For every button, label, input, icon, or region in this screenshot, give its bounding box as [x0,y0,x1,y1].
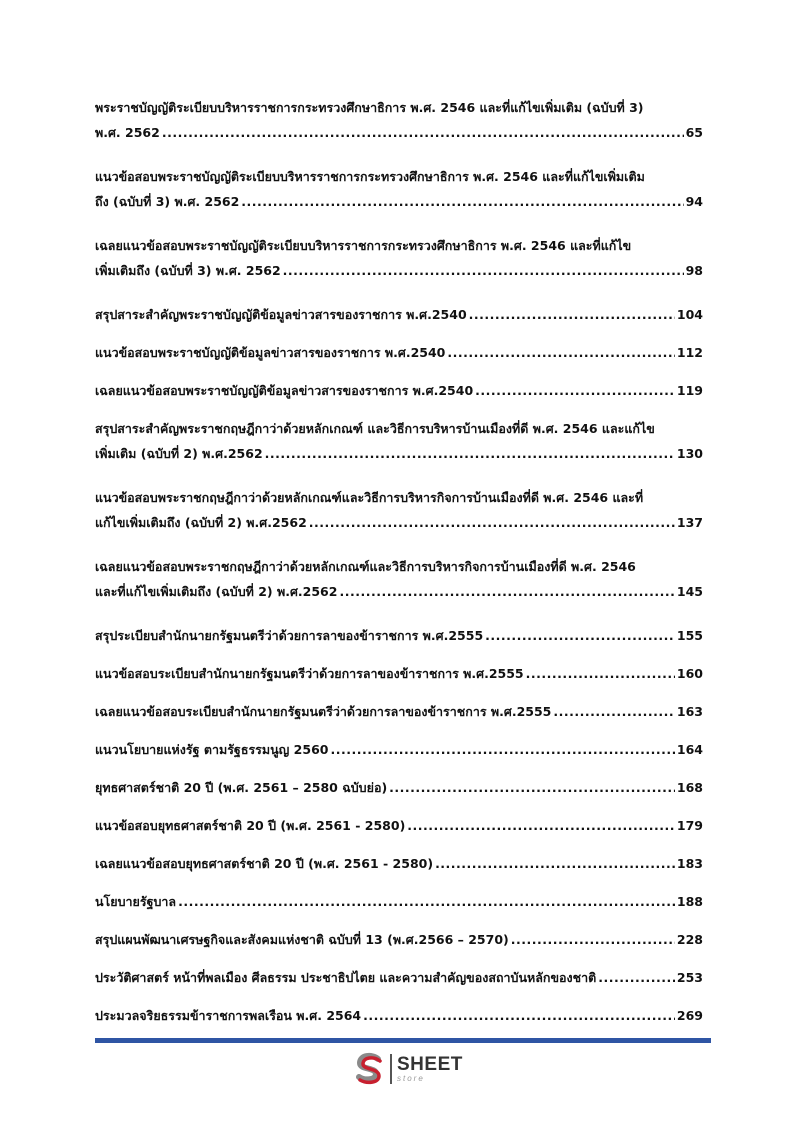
toc-page-number: 137 [676,515,703,530]
toc-page-number: 183 [676,856,703,871]
toc-page-number: 269 [676,1008,703,1023]
toc-page-number: 253 [676,970,703,985]
toc-entry-title: แนวข้อสอบพระราชบัญญัติระเบียบบริหารราชการกระทรวงศึกษาธิการ พ.ศ. 2546 และที่แก้ไขเพิ่มเติม [95,169,645,184]
toc-entry-title: พ.ศ. 2562 [95,125,160,140]
toc-entry-title: เฉลยแนวข้อสอบพระราชบัญญัติระเบียบบริหารราชการกระทรวงศึกษาธิการ พ.ศ. 2546 และที่แก้ไข [95,238,632,253]
toc-entry-line [95,120,703,145]
toc-entry-line [95,302,703,327]
toc-page-number: 119 [676,383,703,398]
toc-entry-line [95,623,703,648]
logo-text [397,1055,463,1083]
toc-leader-dots [363,1003,675,1028]
toc-entry[interactable] [95,164,703,214]
toc-entry-title: พระราชบัญญัติระเบียบบริหารราชการกระทรวงศึกษาธิการ พ.ศ. 2546 และที่แก้ไขเพิ่มเติม (ฉบับที่ 3) [95,100,644,115]
toc-leader-dots [475,378,675,403]
toc-entry[interactable] [95,775,703,800]
toc-entry-title: สรุประเบียบสำนักนายกรัฐมนตรีว่าด้วยการลาของข้าราชการ พ.ศ.2555 [95,628,484,643]
toc-entry[interactable] [95,340,703,365]
toc-entry-line [95,378,703,403]
toc-entry-line [95,416,703,441]
toc-page-number: 112 [676,345,703,360]
toc-entry-title: ประมวลจริยธรรมข้าราชการพลเรือน พ.ศ. 2564 [95,1008,362,1023]
table-of-contents [95,95,703,1041]
toc-entry-title: แนวข้อสอบพระราชกฤษฎีกาว่าด้วยหลักเกณฑ์และวิธีการบริหารกิจการบ้านเมืองที่ดี พ.ศ. 2546 และที่ [95,490,644,505]
toc-leader-dots [241,189,683,214]
toc-page-number: 179 [676,818,703,833]
toc-entry-title: เฉลยแนวข้อสอบพระราชบัญญัติข้อมูลข่าวสารของราชการ พ.ศ.2540 [95,383,474,398]
toc-page-number: 188 [676,894,703,909]
toc-entry[interactable] [95,302,703,327]
toc-entry-title: ยุทธศาสตร์ชาติ 20 ปี (พ.ศ. 2561 – 2580 ฉบับย่อ) [95,780,388,795]
toc-entry-title: เพิ่มเติมถึง (ฉบับที่ 3) พ.ศ. 2562 [95,263,281,278]
toc-leader-dots [309,510,675,535]
toc-entry-line [95,813,703,838]
toc-page-number: 104 [676,307,703,322]
toc-entry[interactable] [95,699,703,724]
toc-entry-line [95,661,703,686]
toc-entry-line [95,164,703,189]
toc-page-number: 94 [685,194,703,209]
toc-leader-dots [389,775,675,800]
toc-leader-dots [265,441,675,466]
toc-entry-title: สรุปสาระสำคัญพระราชบัญญัติข้อมูลข่าวสารของราชการ พ.ศ.2540 [95,307,467,322]
toc-page-number: 228 [676,932,703,947]
toc-entry[interactable] [95,378,703,403]
toc-leader-dots [330,737,674,762]
toc-leader-dots [435,851,675,876]
toc-entry-line [95,775,703,800]
toc-entry-title: เพิ่มเติม (ฉบับที่ 2) พ.ศ.2562 [95,446,263,461]
toc-leader-dots [339,579,674,604]
toc-entry[interactable] [95,889,703,914]
toc-page-number: 160 [676,666,703,681]
footer-rule [95,1038,711,1043]
toc-page-number: 155 [676,628,703,643]
toc-entry[interactable] [95,737,703,762]
toc-entry-title: เฉลยแนวข้อสอบพระราชกฤษฎีกาว่าด้วยหลักเกณฑ์และวิธีการบริหารกิจการบ้านเมืองที่ดี พ.ศ. 2546 [95,559,636,574]
toc-leader-dots [553,699,675,724]
logo-divider [390,1054,392,1084]
toc-page-number: 130 [676,446,703,461]
toc-entry[interactable] [95,416,703,466]
toc-leader-dots [469,302,675,327]
logo-word: SHEET [397,1054,463,1075]
toc-entry[interactable] [95,1003,703,1028]
toc-entry-line [95,737,703,762]
toc-entry-line [95,927,703,952]
toc-entry[interactable] [95,851,703,876]
toc-entry-line [95,851,703,876]
toc-leader-dots [485,623,675,648]
toc-leader-dots [178,889,675,914]
toc-page-number: 98 [685,263,703,278]
toc-page-number: 145 [676,584,703,599]
logo-subtitle: store [397,1074,425,1083]
toc-entry-title: ประวัติศาสตร์ หน้าที่พลเมือง ศีลธรรม ประชาธิปไตย และความสำคัญของสถาบันหลักของชาติ [95,970,597,985]
toc-leader-dots [162,120,684,145]
toc-entry-line [95,579,703,604]
sheet-logo-icon [352,1052,386,1086]
toc-entry-title: แนวข้อสอบพระราชบัญญัติข้อมูลข่าวสารของราชการ พ.ศ.2540 [95,345,446,360]
toc-entry-title: สรุปสาระสำคัญพระราชกฤษฎีกาว่าด้วยหลักเกณฑ์ และวิธีการบริหารบ้านเมืองที่ดี พ.ศ. 2546 และแก้ไข [95,421,655,436]
toc-entry-title: และที่แก้ไขเพิ่มเติมถึง (ฉบับที่ 2) พ.ศ.2562 [95,584,338,599]
toc-entry-line [95,189,703,214]
toc-entry-title: เฉลยแนวข้อสอบยุทธศาสตร์ชาติ 20 ปี (พ.ศ. 2561 - 2580) [95,856,434,871]
toc-entry-title: สรุปแผนพัฒนาเศรษฐกิจและสังคมแห่งชาติ ฉบับที่ 13 (พ.ศ.2566 – 2570) [95,932,509,947]
toc-entry[interactable] [95,554,703,604]
toc-entry-line [95,340,703,365]
toc-entry-title: เฉลยแนวข้อสอบระเบียบสำนักนายกรัฐมนตรีว่าด้วยการลาของข้าราชการ พ.ศ.2555 [95,704,552,719]
toc-entry-line [95,258,703,283]
toc-page-number: 164 [676,742,703,757]
toc-entry-title: ถึง (ฉบับที่ 3) พ.ศ. 2562 [95,194,240,209]
toc-entry-title: แก้ไขเพิ่มเติมถึง (ฉบับที่ 2) พ.ศ.2562 [95,515,307,530]
toc-entry[interactable] [95,485,703,535]
toc-entry[interactable] [95,927,703,952]
toc-entry-title: แนวนโยบายแห่งรัฐ ตามรัฐธรรมนูญ 2560 [95,742,329,757]
toc-page-number: 168 [676,780,703,795]
toc-entry-line [95,554,703,579]
toc-leader-dots [526,661,675,686]
toc-entry-title: นโยบายรัฐบาล [95,894,177,909]
toc-entry[interactable] [95,813,703,838]
toc-entry[interactable] [95,965,703,990]
toc-leader-dots [407,813,675,838]
toc-entry-line [95,441,703,466]
toc-leader-dots [447,340,675,365]
toc-entry-line [95,699,703,724]
toc-leader-dots [598,965,675,990]
toc-page-number: 65 [685,125,703,140]
toc-entry-title: แนวข้อสอบระเบียบสำนักนายกรัฐมนตรีว่าด้วยการลาของข้าราชการ พ.ศ.2555 [95,666,524,681]
toc-page-number: 163 [676,704,703,719]
toc-leader-dots [283,258,684,283]
sheet-store-logo [352,1052,463,1086]
toc-entry[interactable] [95,233,703,283]
toc-entry[interactable] [95,661,703,686]
toc-entry-line [95,233,703,258]
toc-entry-line [95,889,703,914]
toc-leader-dots [511,927,675,952]
toc-entry-line [95,95,703,120]
toc-entry-title: แนวข้อสอบยุทธศาสตร์ชาติ 20 ปี (พ.ศ. 2561 - 2580) [95,818,406,833]
toc-entry[interactable] [95,623,703,648]
toc-entry-line [95,1003,703,1028]
toc-entry[interactable] [95,95,703,145]
toc-entry-line [95,485,703,510]
toc-entry-line [95,510,703,535]
toc-entry-line [95,965,703,990]
